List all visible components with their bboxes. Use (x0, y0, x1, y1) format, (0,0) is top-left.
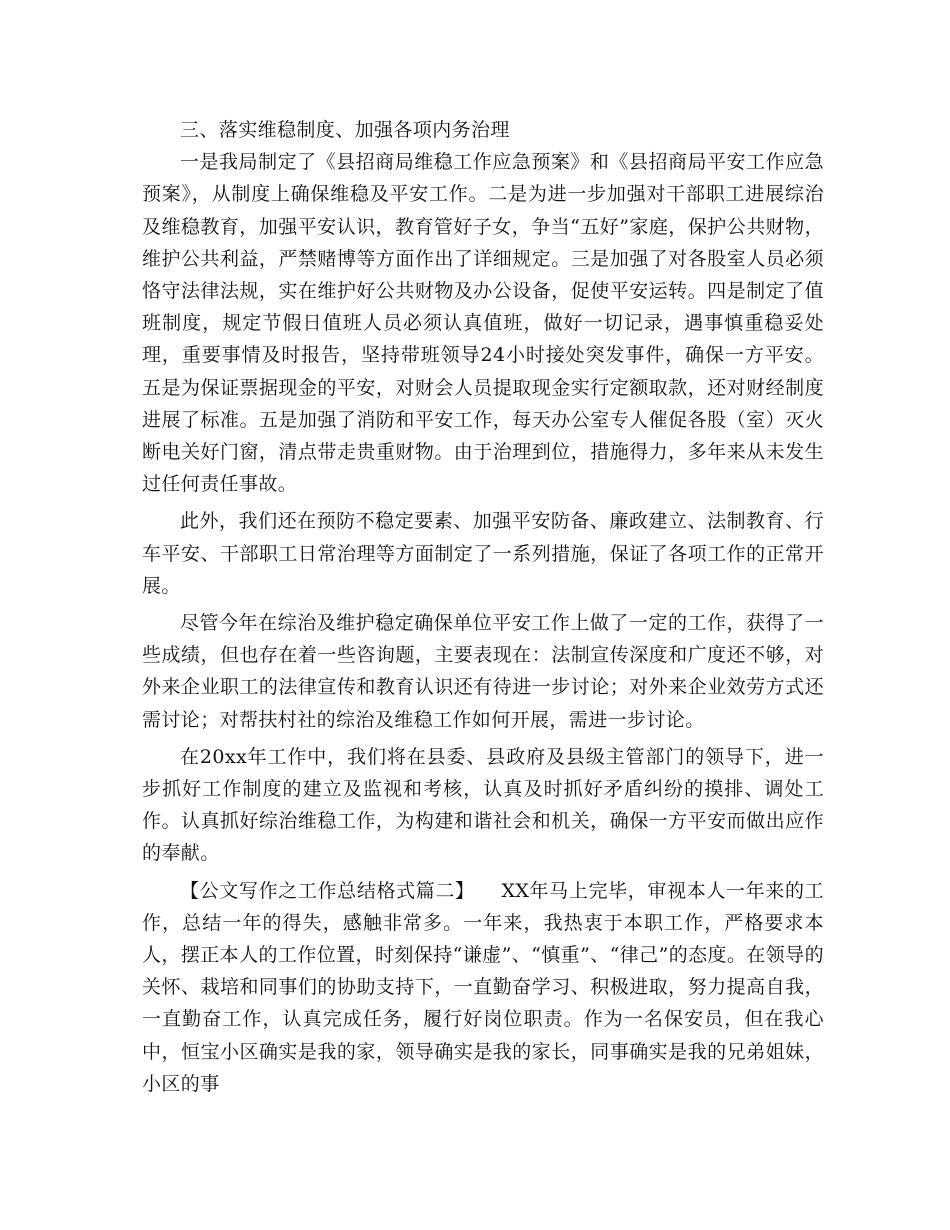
section-heading: 三、落实维稳制度、加强各项内务治理 (180, 119, 510, 141)
paragraph-additional-measures: 此外，我们还在预防不稳定要素、加强平安防备、廉政建立、法制教育、行车平安、干部职工日常治理等方面制定了一系列措施，保证了各项工作的正常开展。 (142, 510, 824, 597)
paragraph-measures: 一是我局制定了《县招商局维稳工作应急预案》和《县招商局平安工作应急预案》，从制度上确保维稳及平安工作。二是为进一步加强对干部职工进展综治及维稳教育，加强平安认识，教育管好子女，争当“五好”家庭，保护公共财物，维护公共利益，严禁赌博等方面作出了详细规定。三是加强了对各股室人员必须恪守法律法规，实在维护好公共财物及办公设备，促使平安运转。四是制定了值班制度，规定节假日值班人员必须认真值班，做好一切记录，遇事慎重稳妥处理，重要事情及时报告，坚持带班领导24小时接处突发事件，确保一方平安。五是为保证票据现金的平安，对财会人员提取现金实行定额取款，还对财经制度进展了标准。五是加强了消防和平安工作，每天办公室专人催促各股（室）灭火断电关好门窗，清点带走贵重财物。由于治理到位，措施得力，多年来从未发生过任何责任事故。 (142, 151, 824, 496)
paragraph-problems: 尽管今年在综治及维护稳定确保单位平安工作上做了一定的工作，获得了一些成绩，但也存在着一些咨询题，主要表现在：法制宣传深度和广度还不够，对外来企业职工的法律宣传和教育认识还有待进一步讨论；对外来企业效劳方式还需讨论；对帮扶村社的综治及维稳工作如何开展，需进一步讨论。 (142, 612, 824, 731)
paragraph-plan: 在20xx年工作中，我们将在县委、县政府及县级主管部门的领导下，进一步抓好工作制度的建立及监视和考核，认真及时抓好矛盾纠纷的摸排、调处工作。认真抓好综治维稳工作，为构建和谐社会和机关，确保一方平安而做出应作的奉献。 (142, 745, 824, 865)
paragraph-summary-part-two: 【公文写作之工作总结格式篇二】 XX年马上完毕，审视本人一年来的工作，总结一年的得失，感触非常多。一年来，我热衷于本职工作，严格要求本人，摆正本人的工作位置，时刻保持“谦虚”、“慎重”、“律己”的态度。在领导的关怀、栽培和同事们的协助支持下，一直勤奋学习、积极进取，努力提高自我，一直勤奋工作，认真完成任务，履行好岗位职责。作为一名保安员，但在我心中，恒宝小区确实是我的家，领导确实是我的家长，同事确实是我的兄弟姐妹，小区的事 (142, 879, 824, 1095)
document-body (142, 114, 824, 1100)
